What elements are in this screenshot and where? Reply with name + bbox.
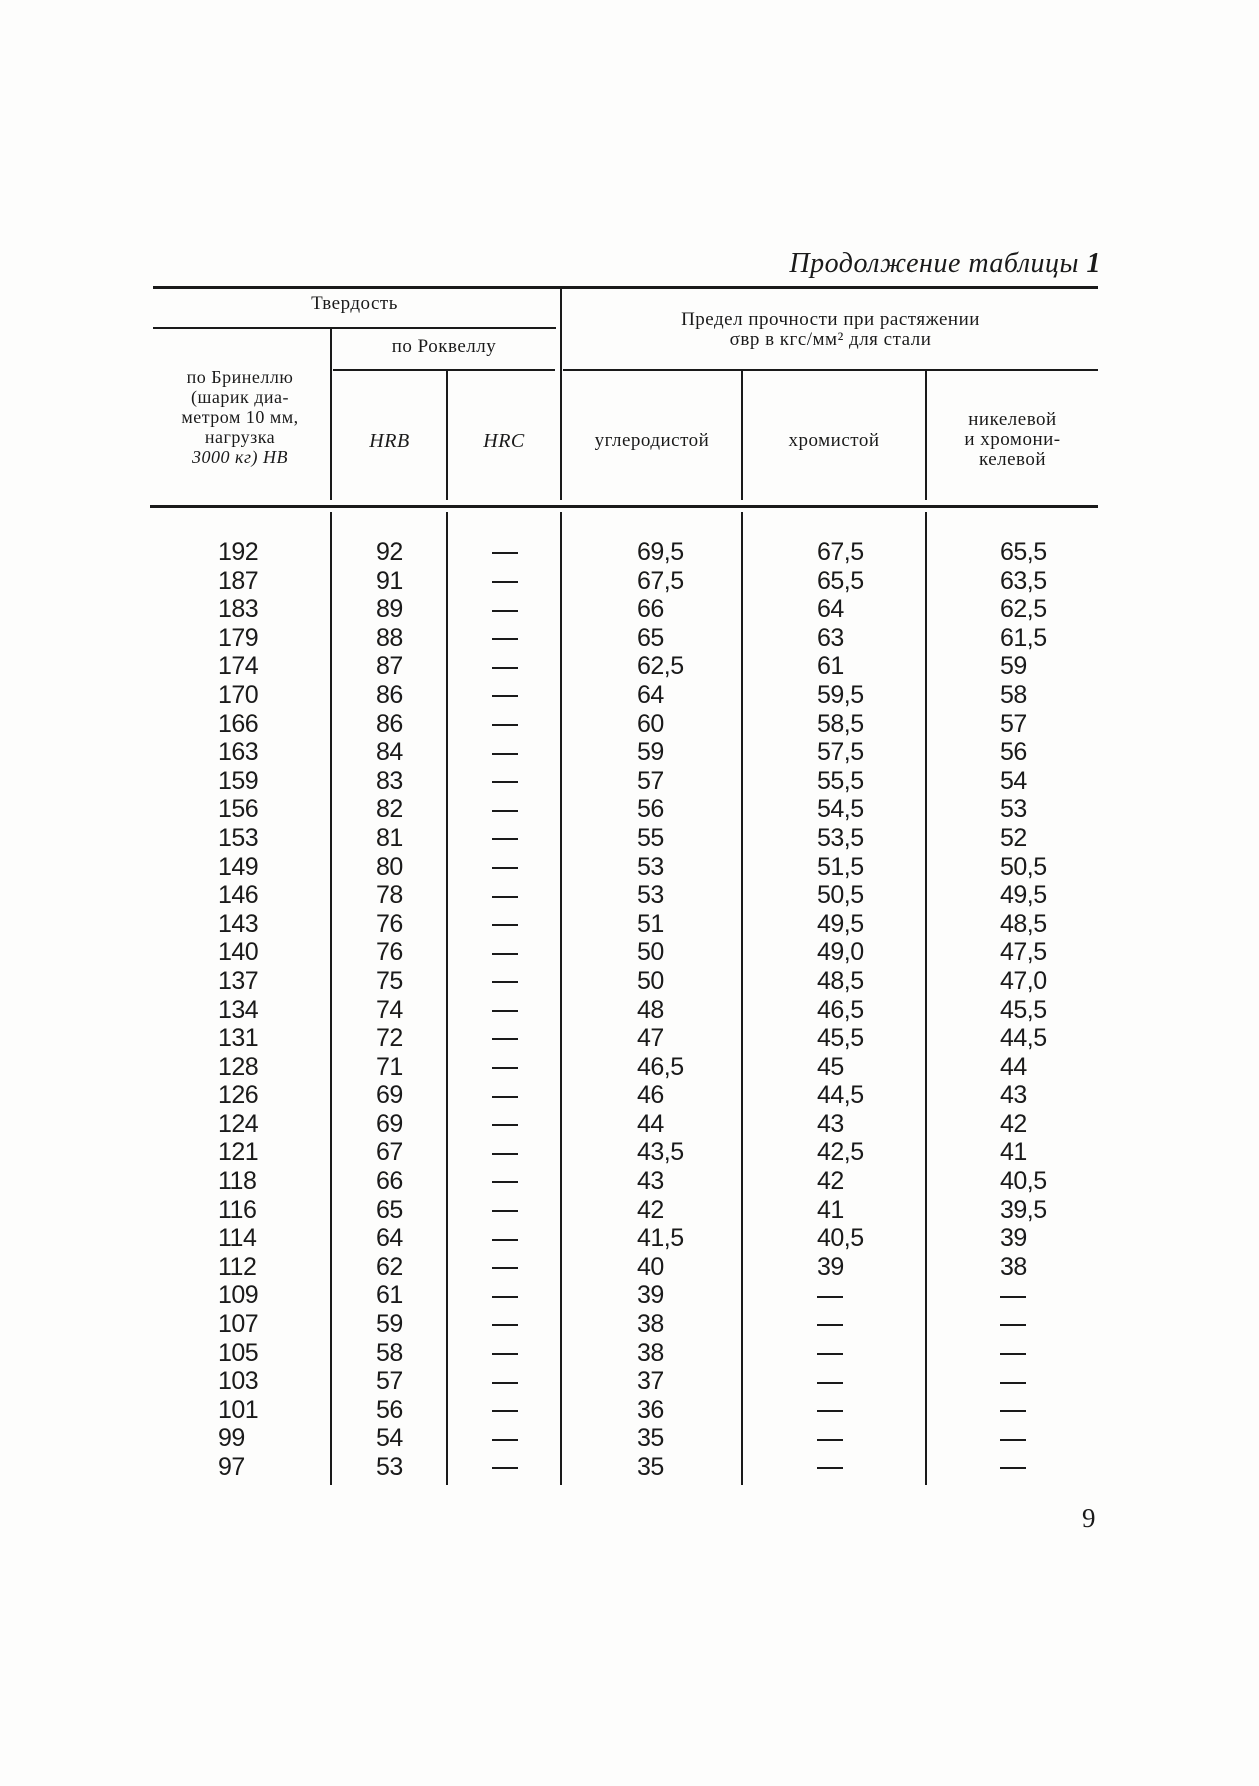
nickel-cell: 38 — [1000, 1252, 1027, 1281]
hrb-column — [376, 538, 403, 1482]
hb-cell: 174 — [218, 652, 259, 681]
hb-cell: 128 — [218, 1052, 259, 1081]
hb-cell: 131 — [218, 1024, 259, 1053]
chrome-cell: 55,5 — [817, 766, 864, 795]
body-divider-4 — [741, 512, 743, 1485]
nickel-cell: 50,5 — [1000, 852, 1047, 881]
hrb-cell: 65 — [376, 1195, 403, 1224]
hrc-cell — [492, 1196, 518, 1225]
hb-cell: 170 — [218, 680, 259, 709]
nickel-cell: 44 — [1000, 1052, 1027, 1081]
dash-mark — [492, 753, 518, 755]
brinell-line: метром 10 мм, — [181, 407, 299, 427]
nickel-cell: 53 — [1000, 795, 1027, 824]
carbon-cell: 47 — [637, 1024, 664, 1053]
hrc-cell — [492, 738, 518, 767]
dash-mark — [492, 1038, 518, 1040]
nickel-line: келевой — [978, 449, 1047, 470]
dash-mark — [492, 1153, 518, 1155]
hrb-cell: 76 — [376, 938, 403, 967]
nickel-cell: 45,5 — [1000, 995, 1047, 1024]
chrome-cell: 48,5 — [817, 966, 864, 995]
carbon-cell: 44 — [637, 1109, 664, 1138]
chrome-header: хромистой — [788, 430, 880, 451]
hb-cell: 97 — [218, 1453, 245, 1481]
hrb-cell: 58 — [376, 1338, 403, 1367]
hardness-rule — [153, 327, 556, 329]
nickel-cell: 39,5 — [1000, 1195, 1047, 1224]
carbon-header: углеродистой — [594, 430, 710, 451]
hardness-header: Твердость — [311, 293, 398, 314]
dash-mark — [492, 1382, 518, 1384]
hb-cell: 146 — [218, 881, 259, 910]
caption-number: 1 — [1086, 248, 1101, 279]
carbon-cell: 57 — [637, 766, 664, 795]
chrome-cell: 45 — [817, 1052, 844, 1081]
carbon-cell: 55 — [637, 823, 664, 852]
carbon-cell: 56 — [637, 795, 664, 824]
hb-cell: 143 — [218, 909, 259, 938]
brinell-line: 3000 кг) HB — [192, 447, 288, 467]
chrome-cell: 39 — [817, 1252, 844, 1281]
chrome-cell: 61 — [817, 652, 844, 681]
chrome-cell: 40,5 — [817, 1224, 864, 1253]
dash-mark — [492, 581, 518, 583]
dash-mark — [817, 1467, 843, 1469]
chrome-cell — [817, 1281, 864, 1310]
nickel-cell: 42 — [1000, 1109, 1027, 1138]
dash-mark — [492, 610, 518, 612]
dash-mark — [817, 1296, 843, 1298]
nickel-cell — [1000, 1396, 1047, 1425]
dash-mark — [492, 552, 518, 554]
strength-line-2: σвр в кгс/мм² для стали — [729, 329, 932, 350]
carbon-cell: 38 — [637, 1338, 664, 1367]
chrome-cell: 49,0 — [817, 938, 864, 967]
carbon-cell: 40 — [637, 1252, 664, 1281]
hrc-cell — [492, 1453, 518, 1482]
hrc-cell — [492, 538, 518, 567]
hb-cell: 103 — [218, 1367, 259, 1396]
table-top-rule — [153, 286, 1098, 289]
dash-mark — [817, 1410, 843, 1412]
hrc-cell — [492, 1138, 518, 1167]
carbon-cell: 59 — [637, 738, 664, 767]
hrc-cell — [492, 853, 518, 882]
hrb-cell: 78 — [376, 881, 403, 910]
dash-mark — [492, 1181, 518, 1183]
hrc-header: HRC — [483, 430, 525, 452]
hrc-cell — [492, 681, 518, 710]
hrb-cell: 74 — [376, 995, 403, 1024]
dash-mark — [492, 867, 518, 869]
body-divider-2 — [446, 512, 448, 1485]
carbon-cell: 41,5 — [637, 1224, 684, 1253]
carbon-cell: 60 — [637, 709, 664, 738]
hrc-cell — [492, 795, 518, 824]
chrome-cell: 64 — [817, 595, 844, 624]
dash-mark — [817, 1324, 843, 1326]
hrb-cell: 66 — [376, 1167, 403, 1196]
hrb-cell: 81 — [376, 823, 403, 852]
chrome-cell: 42 — [817, 1167, 844, 1196]
hrc-cell — [492, 1424, 518, 1453]
hrb-cell: 64 — [376, 1224, 403, 1253]
carbon-cell: 42 — [637, 1195, 664, 1224]
hrc-cell — [492, 652, 518, 681]
hb-cell: 137 — [218, 966, 259, 995]
dash-mark — [492, 1324, 518, 1326]
body-divider-3 — [560, 512, 562, 1485]
dash-mark — [492, 838, 518, 840]
hb-cell: 124 — [218, 1109, 259, 1138]
chrome-cell: 44,5 — [817, 1081, 864, 1110]
chrome-cell: 59,5 — [817, 680, 864, 709]
hrb-cell: 72 — [376, 1024, 403, 1053]
nickel-cell: 56 — [1000, 738, 1027, 767]
chrome-cell: 50,5 — [817, 881, 864, 910]
nickel-cell — [1000, 1367, 1047, 1396]
chrome-cell — [817, 1424, 864, 1453]
hb-cell: 101 — [218, 1395, 259, 1424]
header-divider-3 — [560, 288, 562, 500]
carbon-cell: 39 — [637, 1281, 664, 1310]
caption-text: Продолжение таблицы — [789, 248, 1079, 279]
dash-mark — [492, 724, 518, 726]
carbon-cell: 62,5 — [637, 652, 684, 681]
header-divider-1 — [330, 329, 332, 500]
hb-cell: 166 — [218, 709, 259, 738]
dash-mark — [817, 1353, 843, 1355]
hrc-cell — [492, 1167, 518, 1196]
hb-cell: 192 — [218, 538, 259, 566]
dash-mark — [492, 1010, 518, 1012]
dash-mark — [492, 1410, 518, 1412]
hb-cell: 134 — [218, 995, 259, 1024]
chrome-cell — [817, 1396, 864, 1425]
chrome-cell: 45,5 — [817, 1024, 864, 1053]
dash-mark — [492, 981, 518, 983]
chrome-cell: 51,5 — [817, 852, 864, 881]
hrb-cell: 59 — [376, 1310, 403, 1339]
hrc-cell — [492, 1081, 518, 1110]
nickel-cell: 41 — [1000, 1138, 1027, 1167]
carbon-cell: 64 — [637, 680, 664, 709]
hrb-cell: 67 — [376, 1138, 403, 1167]
carbon-cell: 43 — [637, 1167, 664, 1196]
brinell-line: нагрузка — [204, 427, 276, 447]
nickel-cell: 65,5 — [1000, 538, 1047, 566]
hrb-cell: 80 — [376, 852, 403, 881]
chrome-cell — [817, 1453, 864, 1482]
carbon-cell: 50 — [637, 938, 664, 967]
dash-mark — [492, 667, 518, 669]
carbon-cell: 67,5 — [637, 566, 684, 595]
hb-cell: 153 — [218, 823, 259, 852]
hb-cell: 179 — [218, 623, 259, 652]
hrc-cell — [492, 567, 518, 596]
nickel-line: и хромони- — [964, 429, 1061, 450]
carbon-cell: 35 — [637, 1453, 664, 1481]
hrb-cell: 61 — [376, 1281, 403, 1310]
dash-mark — [1000, 1382, 1026, 1384]
carbon-cell: 53 — [637, 881, 664, 910]
hb-cell: 121 — [218, 1138, 259, 1167]
hb-cell: 112 — [218, 1252, 257, 1281]
nickel-cell: 40,5 — [1000, 1167, 1047, 1196]
hb-cell: 118 — [218, 1167, 257, 1196]
strength-header — [563, 310, 1098, 350]
hrb-cell: 89 — [376, 595, 403, 624]
hrb-cell: 57 — [376, 1367, 403, 1396]
dash-mark — [1000, 1296, 1026, 1298]
hrb-cell: 83 — [376, 766, 403, 795]
hb-cell: 140 — [218, 938, 259, 967]
brinell-header — [150, 367, 330, 467]
carbon-cell: 43,5 — [637, 1138, 684, 1167]
hrc-cell — [492, 1110, 518, 1139]
carbon-cell: 38 — [637, 1310, 664, 1339]
hrc-column — [492, 538, 518, 1482]
hrb-header: HRB — [369, 430, 410, 452]
dash-mark — [492, 810, 518, 812]
hrb-cell: 86 — [376, 709, 403, 738]
hrc-cell — [492, 1281, 518, 1310]
chrome-cell — [817, 1310, 864, 1339]
nickel-cell: 47,5 — [1000, 938, 1047, 967]
hrc-cell — [492, 1396, 518, 1425]
chrome-cell: 42,5 — [817, 1138, 864, 1167]
nickel-cell: 61,5 — [1000, 623, 1047, 652]
dash-mark — [492, 1439, 518, 1441]
nickel-cell: 47,0 — [1000, 966, 1047, 995]
carbon-cell: 50 — [637, 966, 664, 995]
hb-cell: 149 — [218, 852, 259, 881]
hrc-cell — [492, 1310, 518, 1339]
hrc-cell — [492, 1024, 518, 1053]
rockwell-header: по Роквеллу — [391, 336, 497, 357]
page-number: 9 — [1082, 1503, 1096, 1533]
carbon-cell: 51 — [637, 909, 664, 938]
carbon-cell: 53 — [637, 852, 664, 881]
chrome-cell: 67,5 — [817, 538, 864, 566]
nickel-cell: 48,5 — [1000, 909, 1047, 938]
body-divider-1 — [330, 512, 332, 1485]
strength-rule — [563, 369, 1098, 371]
hrb-cell: 71 — [376, 1052, 403, 1081]
table-caption — [789, 248, 1101, 280]
carbon-cell: 46,5 — [637, 1052, 684, 1081]
hrb-cell: 88 — [376, 623, 403, 652]
chrome-cell: 53,5 — [817, 823, 864, 852]
dash-mark — [492, 1267, 518, 1269]
hrc-cell — [492, 595, 518, 624]
carbon-cell: 69,5 — [637, 538, 684, 566]
hb-cell: 109 — [218, 1281, 259, 1310]
dash-mark — [492, 695, 518, 697]
carbon-steel-column — [637, 538, 684, 1482]
hrc-cell — [492, 1339, 518, 1368]
hrc-cell — [492, 938, 518, 967]
nickel-line: никелевой — [968, 409, 1057, 430]
hb-cell: 114 — [218, 1224, 257, 1253]
hrb-cell: 92 — [376, 538, 403, 566]
carbon-cell: 37 — [637, 1367, 664, 1396]
header-bottom-rule — [150, 505, 1098, 508]
nickel-cell: 59 — [1000, 652, 1027, 681]
chrome-cell — [817, 1367, 864, 1396]
hrb-cell: 82 — [376, 795, 403, 824]
nickel-cell: 52 — [1000, 823, 1027, 852]
dash-mark — [492, 781, 518, 783]
hrc-cell — [492, 996, 518, 1025]
nickel-cell: 57 — [1000, 709, 1027, 738]
chrome-cell: 63 — [817, 623, 844, 652]
hb-cell: 105 — [218, 1338, 259, 1367]
hb-cell: 163 — [218, 738, 259, 767]
hb-cell: 156 — [218, 795, 259, 824]
dash-mark — [492, 1067, 518, 1069]
chrome-cell: 58,5 — [817, 709, 864, 738]
nickel-cell: 58 — [1000, 680, 1027, 709]
dash-mark — [492, 1124, 518, 1126]
hb-cell: 99 — [218, 1424, 245, 1453]
brinell-line: по Бринеллю — [186, 367, 294, 387]
hrc-cell — [492, 1367, 518, 1396]
hrb-cell: 56 — [376, 1395, 403, 1424]
hrb-cell: 87 — [376, 652, 403, 681]
nickel-cell: 44,5 — [1000, 1024, 1047, 1053]
hb-cell: 126 — [218, 1081, 259, 1110]
dash-mark — [492, 896, 518, 898]
dash-mark — [1000, 1324, 1026, 1326]
carbon-cell: 46 — [637, 1081, 664, 1110]
hrb-cell: 86 — [376, 680, 403, 709]
dash-mark — [492, 1296, 518, 1298]
rockwell-rule — [333, 369, 555, 371]
dash-mark — [1000, 1353, 1026, 1355]
hrc-cell — [492, 767, 518, 796]
chrome-cell: 57,5 — [817, 738, 864, 767]
dash-mark — [492, 1210, 518, 1212]
hrb-cell: 76 — [376, 909, 403, 938]
nickel-steel-column — [1000, 538, 1047, 1482]
dash-mark — [817, 1382, 843, 1384]
carbon-cell: 36 — [637, 1395, 664, 1424]
nickel-cell: 39 — [1000, 1224, 1027, 1253]
brinell-line: (шарик диа- — [191, 387, 289, 407]
hrb-cell: 75 — [376, 966, 403, 995]
hb-cell: 187 — [218, 566, 259, 595]
hrc-cell — [492, 1053, 518, 1082]
chrome-cell — [817, 1339, 864, 1368]
hb-cell: 107 — [218, 1310, 259, 1339]
carbon-cell: 66 — [637, 595, 664, 624]
hrc-cell — [492, 710, 518, 739]
chrome-steel-column — [817, 538, 864, 1482]
hrb-cell: 69 — [376, 1081, 403, 1110]
hrc-cell — [492, 824, 518, 853]
brinell-column — [218, 538, 258, 1482]
hrb-cell: 62 — [376, 1252, 403, 1281]
dash-mark — [492, 638, 518, 640]
chrome-cell: 41 — [817, 1195, 844, 1224]
nickel-header — [927, 410, 1098, 470]
chrome-cell: 65,5 — [817, 566, 864, 595]
dash-mark — [1000, 1439, 1026, 1441]
nickel-cell: 62,5 — [1000, 595, 1047, 624]
nickel-cell — [1000, 1339, 1047, 1368]
hrb-cell: 91 — [376, 566, 403, 595]
hb-cell: 159 — [218, 766, 259, 795]
dash-mark — [492, 1353, 518, 1355]
chrome-cell: 49,5 — [817, 909, 864, 938]
dash-mark — [492, 953, 518, 955]
nickel-cell: 43 — [1000, 1081, 1027, 1110]
dash-mark — [817, 1439, 843, 1441]
dash-mark — [1000, 1467, 1026, 1469]
carbon-cell: 35 — [637, 1424, 664, 1453]
hrc-cell — [492, 624, 518, 653]
nickel-cell: 49,5 — [1000, 881, 1047, 910]
chrome-cell: 43 — [817, 1109, 844, 1138]
body-divider-5 — [925, 512, 927, 1485]
hb-cell: 183 — [218, 595, 259, 624]
hrb-cell: 84 — [376, 738, 403, 767]
chrome-cell: 54,5 — [817, 795, 864, 824]
nickel-cell — [1000, 1453, 1047, 1482]
hrc-cell — [492, 1253, 518, 1282]
strength-line-1: Предел прочности при растяжении — [681, 309, 980, 330]
hrc-cell — [492, 1224, 518, 1253]
carbon-cell: 65 — [637, 623, 664, 652]
hrc-cell — [492, 967, 518, 996]
dash-mark — [492, 924, 518, 926]
nickel-cell: 54 — [1000, 766, 1027, 795]
dash-mark — [1000, 1410, 1026, 1412]
nickel-cell — [1000, 1281, 1047, 1310]
dash-mark — [492, 1096, 518, 1098]
hrc-cell — [492, 910, 518, 939]
hrc-cell — [492, 881, 518, 910]
hrb-cell: 53 — [376, 1453, 403, 1481]
hb-cell: 116 — [218, 1195, 257, 1224]
dash-mark — [492, 1467, 518, 1469]
nickel-cell: 63,5 — [1000, 566, 1047, 595]
carbon-cell: 48 — [637, 995, 664, 1024]
hrb-cell: 69 — [376, 1109, 403, 1138]
hrb-cell: 54 — [376, 1424, 403, 1453]
dash-mark — [492, 1239, 518, 1241]
nickel-cell — [1000, 1310, 1047, 1339]
nickel-cell — [1000, 1424, 1047, 1453]
chrome-cell: 46,5 — [817, 995, 864, 1024]
